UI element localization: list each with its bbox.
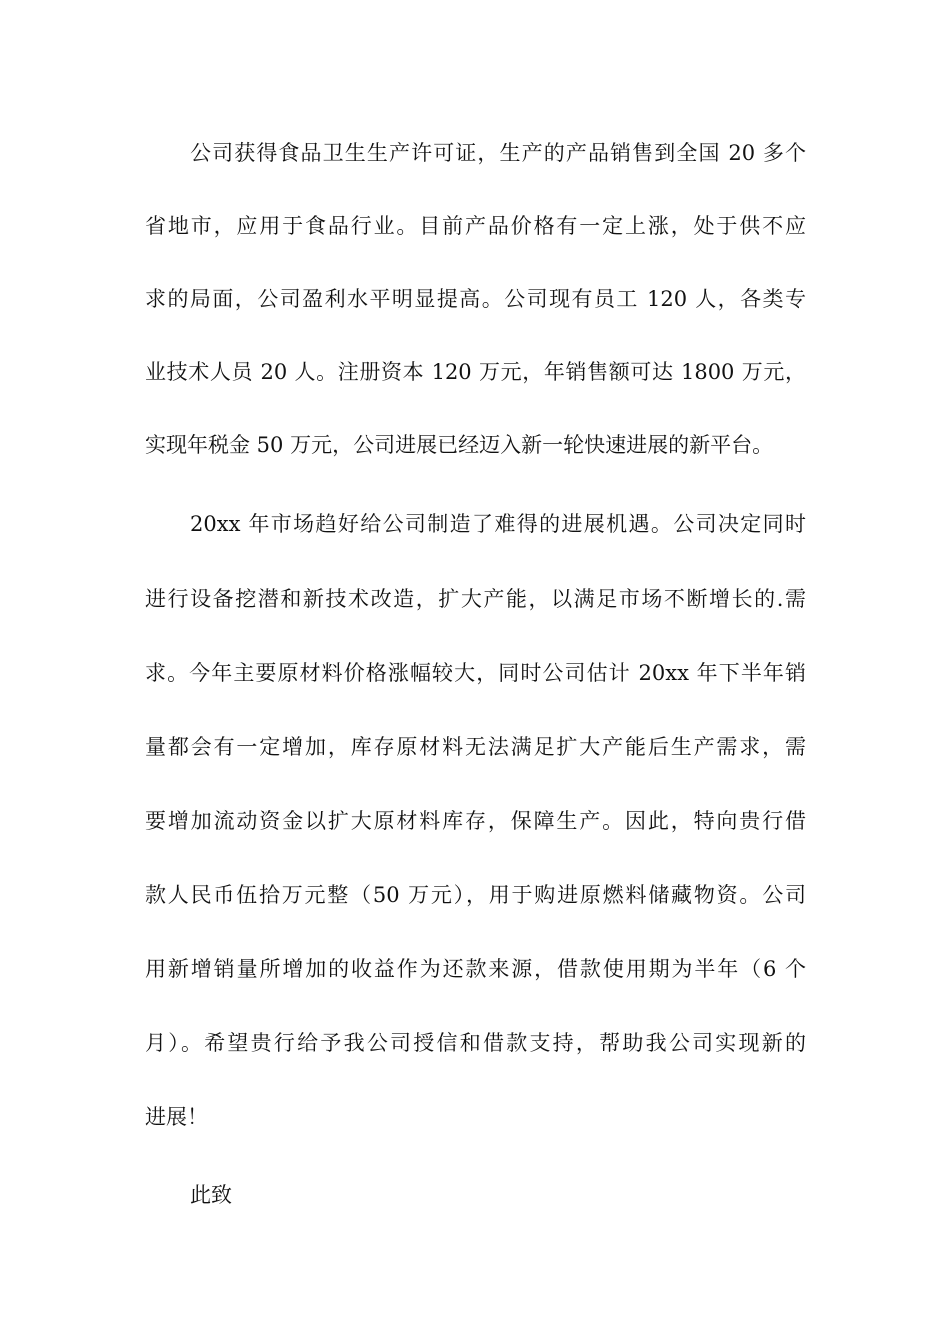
paragraph-1-line-5: 实现年税金 50 万元，公司进展已经迈入新一轮快速进展的新平台。	[145, 433, 774, 457]
paragraph-1-line-4: 业技术人员 20 人。注册资本 120 万元，年销售额可达 1800 万元，	[145, 360, 806, 384]
paragraph-2-line-8: 月）。希望贵行给予我公司授信和借款支持，帮助我公司实现新的	[145, 1031, 806, 1055]
paragraph-2-line-6: 款人民币伍拾万元整（50 万元），用于购进原燃料储藏物资。公司	[145, 883, 806, 907]
paragraph-1-line-3: 求的局面，公司盈利水平明显提高。公司现有员工 120 人，各类专	[145, 287, 806, 311]
paragraph-2-line-5: 要增加流动资金以扩大原材料库存，保障生产。因此，特向贵行借	[145, 809, 806, 833]
paragraph-2-line-1: 20xx 年市场趋好给公司制造了难得的进展机遇。公司决定同时	[190, 512, 806, 536]
closing-salutation: 此致	[190, 1183, 232, 1207]
paragraph-1-line-1: 公司获得食品卫生生产许可证，生产的产品销售到全国 20 多个	[190, 141, 806, 165]
paragraph-2-line-7: 用新增销量所增加的收益作为还款来源，借款使用期为半年（6 个	[145, 957, 806, 981]
paragraph-1-line-2: 省地市，应用于食品行业。目前产品价格有一定上涨，处于供不应	[145, 214, 806, 238]
paragraph-2-line-4: 量都会有一定增加，库存原材料无法满足扩大产能后生产需求，需	[145, 735, 806, 759]
paragraph-2-line-3: 求。今年主要原材料价格涨幅较大，同时公司估计 20xx 年下半年销	[145, 661, 806, 685]
paragraph-2-line-2: 进行设备挖潜和新技术改造，扩大产能，以满足市场不断增长的.需	[145, 587, 806, 611]
paragraph-2-line-9: 进展！	[145, 1105, 208, 1129]
